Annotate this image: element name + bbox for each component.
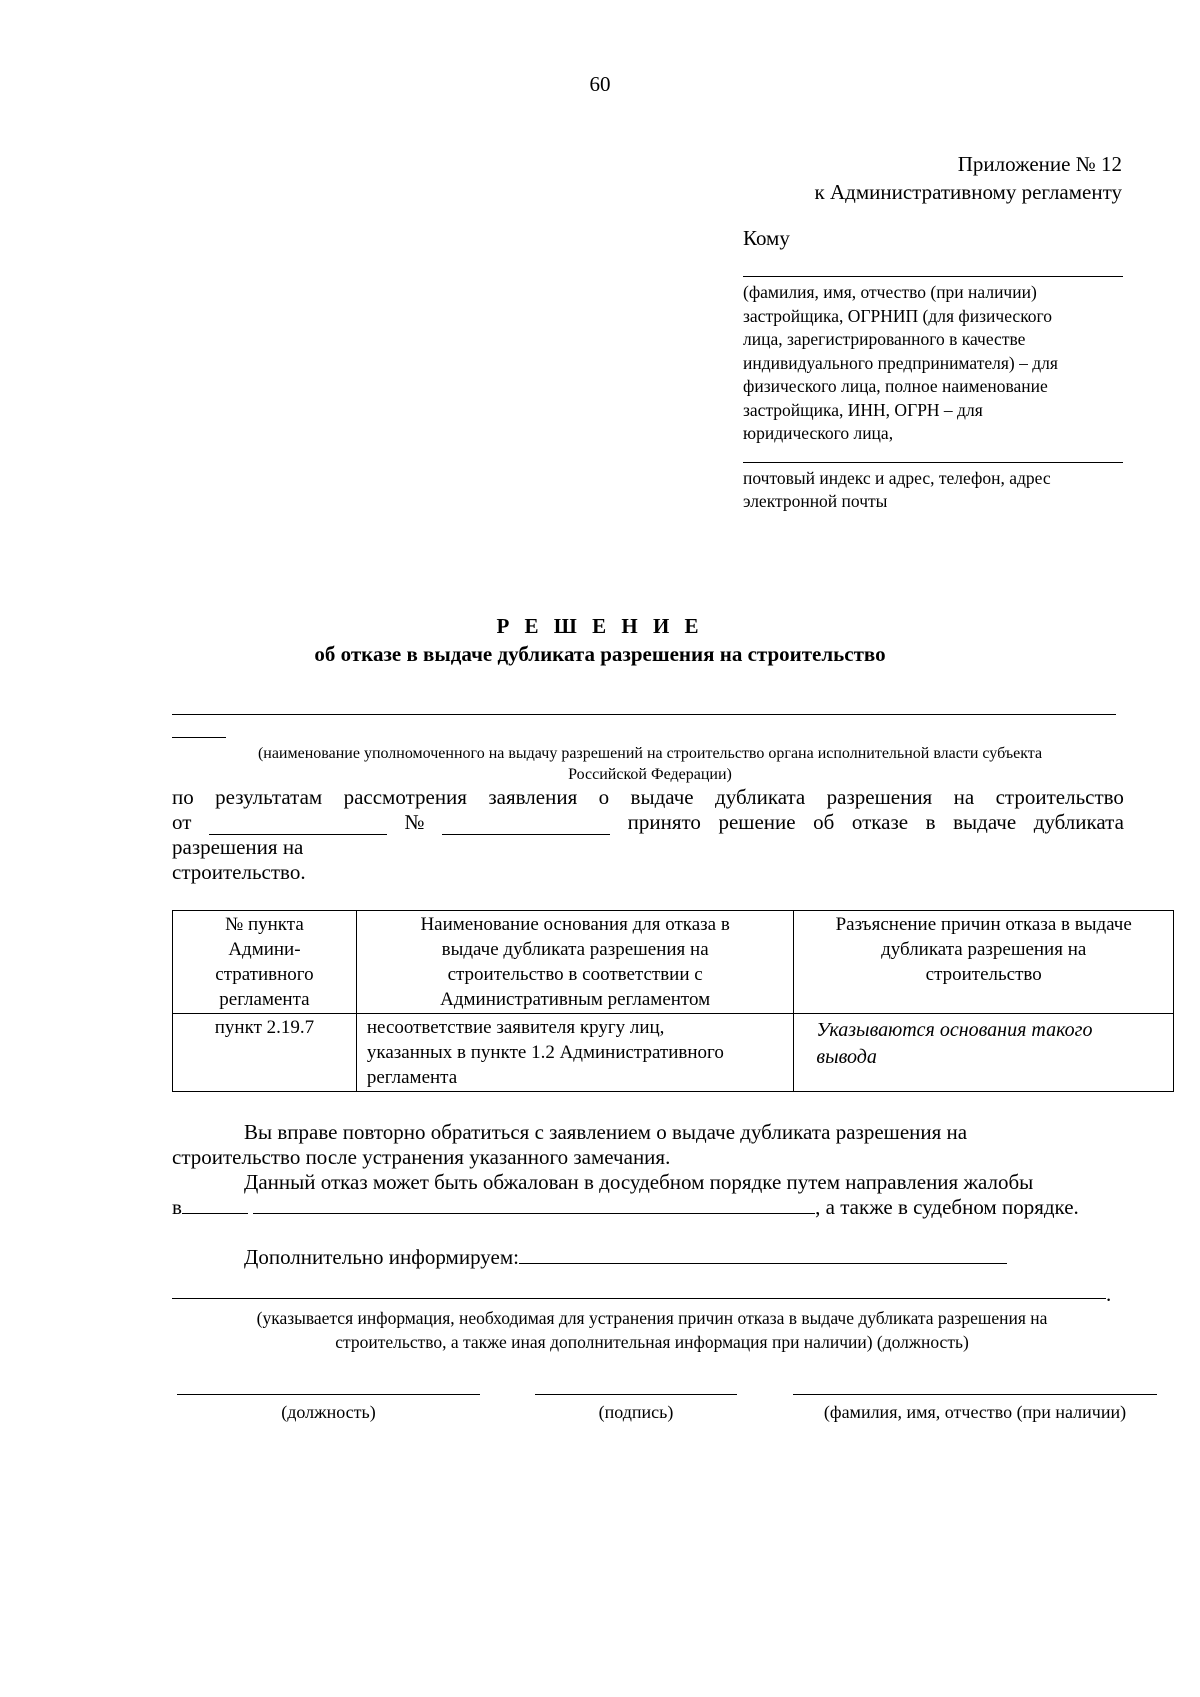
decision-paragraph [172, 785, 1124, 885]
info-caption-line: строительство, а также иная дополнительная информация при наличии) (должность) [335, 1332, 969, 1352]
refusal-reasons-table [172, 910, 1174, 1092]
header-reason [356, 911, 794, 1014]
table-row [173, 1014, 1174, 1092]
additional-info-field[interactable] [519, 1263, 1007, 1264]
addressee-block [743, 226, 1123, 514]
signature-caption: (подпись) [598, 1402, 674, 1422]
document-subtitle: об отказе в выдаче дубликата разрешения на строительство [314, 642, 886, 666]
position-caption: (должность) [281, 1402, 376, 1422]
word: по [172, 785, 194, 809]
authority-caption-line: Российской Федерации) [568, 766, 732, 783]
header-line: дубликата разрешения на [881, 939, 1087, 960]
word: отказе [851, 810, 909, 834]
authority-name-line [172, 712, 1116, 715]
header-line: выдаче дубликата разрешения на [441, 939, 709, 960]
period-mark: . [1106, 1282, 1112, 1306]
word: дубликата [715, 785, 806, 809]
position-line [177, 1392, 480, 1395]
explanation-line: вывода [816, 1046, 877, 1068]
reason-line: несоответствие заявителя кругу лиц, [366, 1017, 665, 1038]
reapply-line: Вы вправе повторно обратиться с заявлением о выдаче дубликата разрешения на [244, 1120, 968, 1144]
addressee-name-caption [743, 281, 1123, 446]
addressee-label: Кому [743, 226, 790, 250]
clause-cell: пункт 2.19.7 [173, 1014, 357, 1092]
addressee-note-line: электронной почты [743, 491, 888, 511]
header-line: Админи- [228, 939, 301, 960]
appeal-body-field[interactable] [253, 1213, 815, 1214]
header-line: Наименование основания для отказа в [420, 914, 730, 935]
word: решение [718, 810, 796, 834]
additional-info-caption [172, 1306, 1132, 1354]
signature-line [535, 1392, 737, 1395]
appeal-short-field[interactable] [182, 1213, 248, 1214]
addressee-note-line: лица, зарегистрированного в качестве [743, 329, 1026, 349]
header-line: регламента [219, 989, 310, 1010]
appendix-reference: к Административному регламенту [814, 180, 1122, 204]
word: заявления [488, 785, 578, 809]
explanation-line: Указываются основания такого [816, 1019, 1093, 1041]
word: строительство [995, 785, 1124, 809]
header-line: № пункта [225, 914, 304, 935]
word: разрешения [826, 785, 933, 809]
reason-line: регламента [366, 1067, 458, 1088]
word: об [813, 810, 835, 834]
addressee-note-line: юридического лица, [743, 423, 894, 443]
application-date-field[interactable] [209, 810, 387, 835]
reason-line: указанных в пункте 1.2 Административного [366, 1042, 724, 1063]
authority-caption [180, 743, 1120, 785]
addressee-address-caption [743, 467, 1123, 514]
reapply-paragraph [172, 1120, 1132, 1170]
info-caption-line: (указывается информация, необходимая для устранения причин отказа в выдаче дубликата разрешения на [256, 1308, 1048, 1328]
word: принято [627, 810, 701, 834]
addressee-note-line: индивидуального предпринимателя) – для [743, 352, 1058, 373]
word: на [953, 785, 975, 809]
decision-line-3: разрешения на [172, 835, 304, 859]
addressee-note-line: застройщика, ОГРНИП (для физического [743, 305, 1053, 326]
appeal-prefix: в [172, 1195, 182, 1219]
addressee-name-line [743, 262, 1123, 277]
reason-cell [356, 1014, 794, 1092]
additional-info-label: Дополнительно информируем: [244, 1245, 519, 1269]
authority-name-line-continued [172, 735, 226, 738]
header-clause [173, 911, 357, 1014]
header-line: Административным регламентом [440, 989, 711, 1010]
additional-info-line [172, 1296, 1106, 1299]
table-header-row [173, 911, 1174, 1014]
from-label: от [172, 810, 192, 834]
word: выдаче [953, 810, 1017, 834]
application-number-field[interactable] [442, 810, 610, 835]
word: о [598, 785, 610, 809]
explanation-cell [794, 1014, 1174, 1092]
appeal-line-2 [172, 1195, 1132, 1220]
header-line: Разъяснение причин отказа в выдаче [835, 914, 1132, 935]
appendix-header [815, 150, 1122, 206]
header-explanation [794, 911, 1174, 1014]
header-line: строительство в соответствии с [447, 964, 703, 985]
appeal-suffix: , а также в судебном порядке. [815, 1195, 1079, 1219]
decision-line-1 [172, 785, 1124, 810]
word: дубликата [1033, 810, 1124, 834]
addressee-note-line: (фамилия, имя, отчество (при наличии) [743, 282, 1037, 302]
addressee-note-line: физического лица, полное наименование [743, 376, 1048, 396]
appeal-line: Данный отказ может быть обжалован в досудебном порядке путем направления жалобы [244, 1170, 1034, 1194]
word: результатам [215, 785, 323, 809]
addressee-note-line: почтовый индекс и адрес, телефон, адрес [743, 467, 1051, 488]
document-title: Р Е Ш Е Н И Е [496, 614, 704, 638]
word: выдаче [630, 785, 694, 809]
addressee-address-line [743, 446, 1123, 463]
word: в [925, 810, 936, 834]
decision-line-2 [172, 810, 1124, 835]
header-line: стративного [215, 964, 314, 985]
reapply-line: строительство после устранения указанного замечания. [172, 1145, 671, 1169]
word: рассмотрения [343, 785, 467, 809]
authority-caption-line: (наименование уполномоченного на выдачу разрешений на строительство органа исполнительной власти субъекта [257, 745, 1043, 762]
full-name-caption: (фамилия, имя, отчество (при наличии) [823, 1402, 1127, 1422]
header-line: строительство [925, 964, 1042, 985]
number-label: № [404, 810, 425, 834]
appeal-paragraph [172, 1170, 1132, 1220]
addressee-note-line: застройщика, ИНН, ОГРН – для [743, 399, 983, 420]
full-name-line [793, 1392, 1157, 1395]
appendix-title: Приложение № 12 [957, 152, 1122, 176]
page-number: 60 [589, 72, 611, 96]
decision-line-4: строительство. [172, 860, 306, 884]
additional-info-paragraph [172, 1245, 1132, 1270]
